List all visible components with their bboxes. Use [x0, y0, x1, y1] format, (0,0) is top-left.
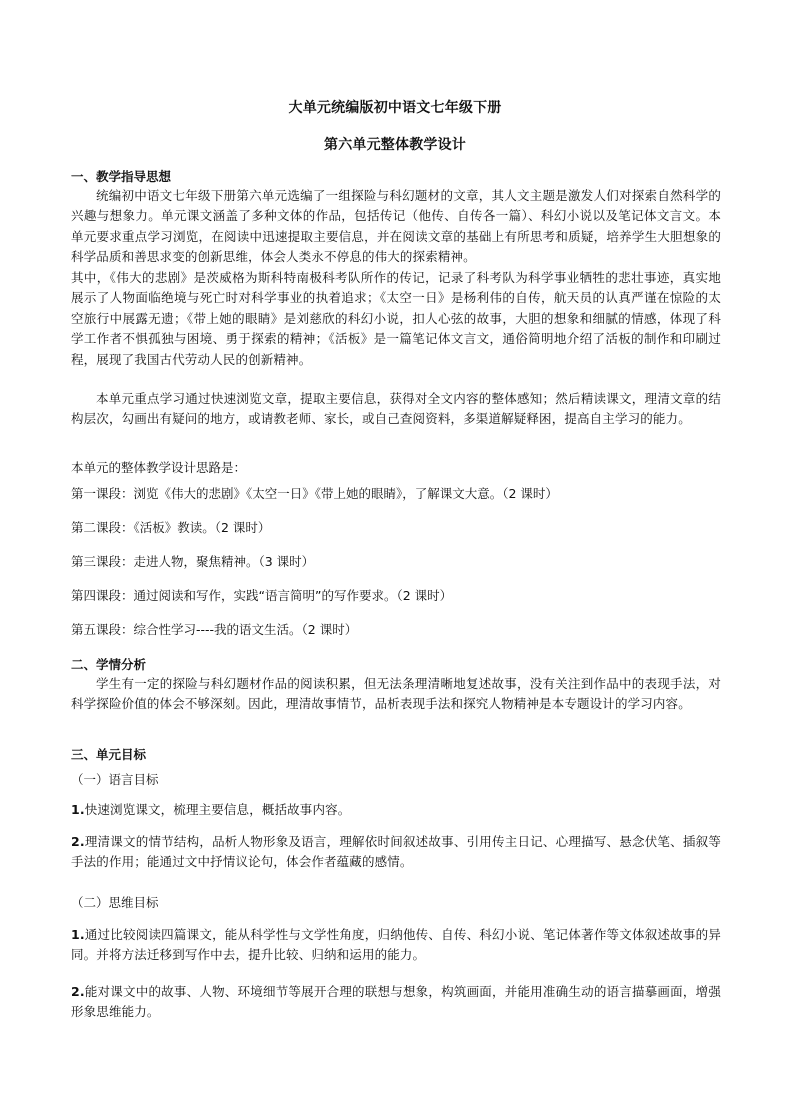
- paragraph-learner-analysis: 学生有一定的探险与科幻题材作品的阅读积累，但无法条理清晰地复述故事，没有关注到作品中的表现手法，对科学探险价值的体会不够深刻。因此，理清故事情节，品析表现手法和探究人物精神是本专题设计的学习内容。: [71, 676, 721, 712]
- lesson-item: 第三课段：走进人物，聚焦精神。（3 课时）: [71, 554, 315, 569]
- goal-text: 通过比较阅读四篇课文，能从科学性与文学性角度，归纳他传、自传、科幻小说、笔记体著作等文体叙述故事的异同。并将方法迁移到写作中去，提升比较、归纳和运用的能力。: [71, 927, 721, 963]
- goal-text: 理清课文的情节结构，品析人物形象及语言，理解依时间叙述故事、引用传主日记、心理描写、悬念伏笔、插叙等手法的作用；能通过文中抒情议论句，体会作者蕴藏的感情。: [71, 834, 721, 870]
- goal-item: [71, 982, 721, 1023]
- section-heading-unit-goals: 三、单元目标: [71, 747, 147, 762]
- paragraph-design-intro: 本单元的整体教学设计思路是：: [71, 460, 247, 475]
- paragraph-texts-summary: 其中，《伟大的悲剧》是茨威格为斯科特南极科考队所作的传记，记录了科考队为科学事业牺牲的悲壮事迹，真实地展示了人物面临绝境与死亡时对科学事业的执着追求；《太空一日》是杨利伟的自传，航天员的认真严谨在惊险的太空旅行中展露无遗；《带上她的眼睛》是刘慈欣的科幻小说，扣人心弦的故事，大胆的想象和细腻的情感，体现了科学工作者不惧孤独与困境、勇于探索的精神；《活板》是一篇笔记体文言文，通俗简明地介绍了活板的制作和印刷过程，展现了我国古代劳动人民的创新精神。: [71, 270, 721, 367]
- lesson-item: 第二课段：《活板》教读。（2 课时）: [71, 520, 271, 535]
- paragraph-study-focus: 本单元重点学习通过快速浏览文章，提取主要信息，获得对全文内容的整体感知；然后精读课文，理清文章的结构层次，勾画出有疑问的地方，或请教老师、家长，或自己查阅资料，多渠道解疑释困，提高自主学习的能力。: [71, 391, 721, 427]
- goal-text: 能对课文中的故事、人物、环境细节等展开合理的联想与想象，构筑画面，并能用准确生动的语言描摹画面，增强形象思维能力。: [71, 984, 721, 1020]
- lesson-item: 第五课段：综合性学习----我的语文生活。（2 课时）: [71, 622, 358, 637]
- subheading-language-goals: （一）语言目标: [71, 772, 159, 787]
- goal-item: [71, 925, 721, 966]
- document-title: 大单元统编版初中语文七年级下册: [288, 100, 502, 116]
- goal-number: 1.: [71, 927, 85, 942]
- goal-number: 2.: [71, 834, 85, 849]
- section-heading-learner-analysis: 二、学情分析: [71, 657, 147, 672]
- goal-item: [71, 832, 721, 873]
- lesson-item: 第四课段：通过阅读和写作，实践“语言简明”的写作要求。（2 课时）: [71, 588, 453, 603]
- goal-text: 快速浏览课文，梳理主要信息，概括故事内容。: [84, 802, 351, 817]
- goal-item: [71, 800, 721, 820]
- goal-number: 2.: [71, 984, 85, 999]
- lesson-item: 第一课段：浏览《伟大的悲剧》《太空一日》《带上她的眼睛》，了解课文大意。（2 课时）: [71, 486, 558, 501]
- subheading-thinking-goals: （二）思维目标: [71, 895, 159, 910]
- section-heading-guiding-ideas: 一、教学指导思想: [71, 169, 172, 184]
- goal-number: 1.: [71, 802, 85, 817]
- document-subtitle: 第六单元整体教学设计: [324, 137, 466, 153]
- paragraph-unit-overview: 统编初中语文七年级下册第六单元选编了一组探险与科幻题材的文章，其人文主题是激发人们对探索自然科学的兴趣与想象力。单元课文涵盖了多种文体的作品，包括传记（他传、自传各一篇）、科幻小说以及笔记体文言文。本单元要求重点学习浏览，在阅读中迅速提取主要信息，并在阅读文章的基础上有所思考和质疑，培养学生大胆想象的科学品质和善思求变的创新思维，体会人类永不停息的伟大的探索精神。: [71, 188, 721, 265]
